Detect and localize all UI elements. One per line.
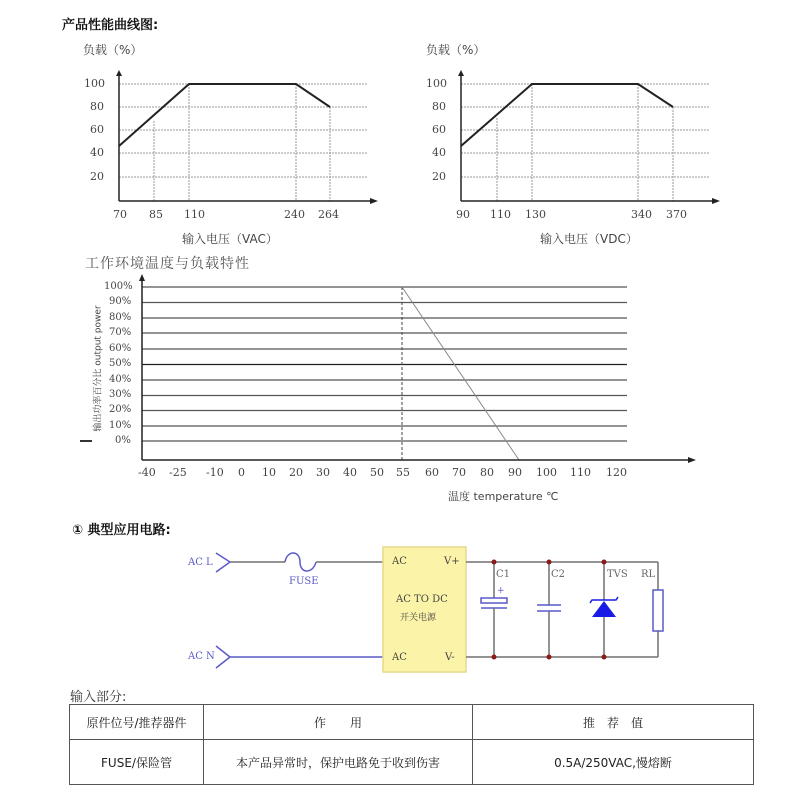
- xtick: 110: [490, 208, 511, 221]
- ytick: 20: [90, 170, 104, 183]
- fuse-label: FUSE: [289, 576, 319, 587]
- ytick: 20%: [109, 404, 132, 415]
- xtick: 90: [508, 466, 522, 479]
- chart-vdc-ylabel: 负载（%）: [426, 43, 486, 57]
- chart-vac-ylabel: 负载（%）: [83, 43, 143, 57]
- module-out-bottom: V-: [445, 652, 455, 663]
- chart-temp-ylabel: 输出功率百分比 output power: [93, 305, 104, 432]
- chart-temp-xlabel: 温度 temperature ℃: [448, 490, 559, 503]
- xtick: 110: [570, 466, 591, 479]
- ytick: 100: [84, 77, 105, 90]
- input-section-title: 输入部分:: [70, 690, 127, 705]
- chart-vac-xlabel: 输入电压（VAC）: [182, 232, 278, 246]
- circuit-title: ① 典型应用电路:: [72, 523, 171, 538]
- xtick: 40: [343, 466, 357, 479]
- table-cell: 0.5A/250VAC,慢熔断: [473, 740, 754, 785]
- module-in-bottom: AC: [392, 652, 407, 663]
- ytick: 80: [432, 100, 446, 113]
- xtick: 50: [370, 466, 384, 479]
- ytick: 40%: [109, 374, 132, 385]
- table-header-cell: 原件位号/推荐器件: [70, 705, 204, 740]
- xtick: 90: [456, 208, 470, 221]
- table-row: [70, 740, 754, 785]
- fuse-icon: [285, 553, 316, 571]
- chart-temp-title: 工作环境温度与负载特性: [85, 256, 250, 272]
- xtick: 130: [525, 208, 546, 221]
- xtick: 55: [396, 466, 410, 479]
- table-header-cell: 作 用: [204, 705, 473, 740]
- xtick: 20: [289, 466, 303, 479]
- ytick: 60: [432, 123, 446, 136]
- ytick: 90%: [109, 296, 132, 307]
- ytick: 20: [432, 170, 446, 183]
- xtick: -40: [138, 466, 156, 479]
- input-spec-table: [69, 704, 754, 785]
- xtick: 70: [113, 208, 127, 221]
- ytick: 80%: [109, 312, 132, 323]
- ytick: 80: [90, 100, 104, 113]
- xtick: 240: [284, 208, 305, 221]
- ac-n-label: AC N: [188, 651, 215, 662]
- c1-capacitor-icon: [481, 598, 507, 603]
- svg-text:+: +: [497, 586, 505, 596]
- module-in-top: AC: [392, 556, 407, 567]
- xtick: 110: [184, 208, 205, 221]
- ytick: 0%: [115, 435, 131, 446]
- module-out-top: V+: [444, 556, 460, 567]
- tvs-label: TVS: [607, 569, 628, 580]
- ytick: 10%: [109, 420, 132, 431]
- tvs-diode-icon: [592, 601, 616, 617]
- xtick: -10: [206, 466, 224, 479]
- table-header-row: [70, 705, 754, 740]
- xtick: 264: [318, 208, 339, 221]
- chart-vdc-xlabel: 输入电压（VDC）: [540, 232, 638, 246]
- ytick: 40: [432, 146, 446, 159]
- ytick: 100%: [104, 281, 133, 292]
- rl-resistor-icon: [653, 590, 663, 631]
- xtick: 10: [262, 466, 276, 479]
- ytick: 60%: [109, 343, 132, 354]
- ac-l-connector-icon: [216, 553, 230, 572]
- c1-label: C1: [496, 569, 511, 580]
- xtick: 70: [452, 466, 466, 479]
- circuit-diagram: [0, 530, 800, 680]
- ytick: 70%: [109, 327, 132, 338]
- xtick: 340: [631, 208, 652, 221]
- xtick: 0: [238, 466, 245, 479]
- xtick: 100: [536, 466, 557, 479]
- xtick: 370: [666, 208, 687, 221]
- ytick: 50%: [109, 358, 132, 369]
- ytick: 30%: [109, 389, 132, 400]
- ytick: 100: [426, 77, 447, 90]
- rl-label: RL: [641, 569, 656, 580]
- ac-n-connector-icon: [216, 646, 230, 668]
- table-header-cell: 推 荐 值: [473, 705, 754, 740]
- table-cell: FUSE/保险管: [70, 740, 204, 785]
- table-cell: 本产品异常时，保护电路免于收到伤害: [204, 740, 473, 785]
- module-name: AC TO DC: [396, 594, 448, 605]
- module-sub: 开关电源: [400, 613, 437, 623]
- xtick: 80: [480, 466, 494, 479]
- xtick: 120: [606, 466, 627, 479]
- xtick: 85: [149, 208, 163, 221]
- c2-label: C2: [551, 569, 566, 580]
- xtick: -25: [169, 466, 187, 479]
- ac-l-label: AC L: [188, 557, 213, 568]
- xtick: 60: [425, 466, 439, 479]
- xtick: 30: [316, 466, 330, 479]
- section-title: 产品性能曲线图:: [62, 18, 159, 33]
- ytick: 40: [90, 146, 104, 159]
- ytick: 60: [90, 123, 104, 136]
